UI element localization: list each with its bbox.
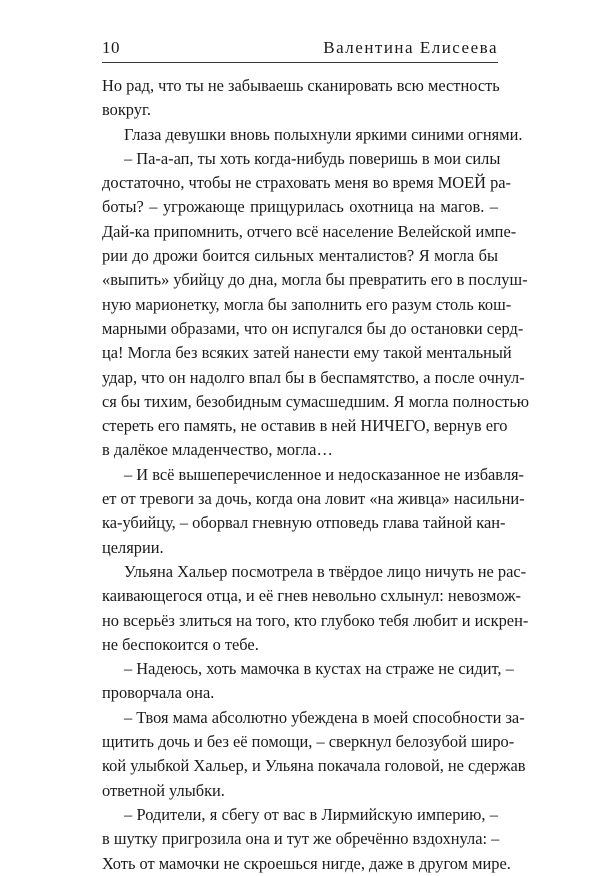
text-line-content: вокруг. — [102, 100, 151, 120]
text-line — [102, 244, 498, 268]
text-line-content: ответной улыбки. — [102, 780, 225, 800]
text-line-content: Хоть от мамочки не скроешься нигде, даже в другом мире. — [102, 853, 511, 873]
text-line — [102, 98, 498, 122]
text-line-content: целярии. — [102, 537, 164, 557]
text-line-content: Дай-ка припомнить, отчего всё население Велейской импе- — [102, 221, 517, 241]
text-line-content: марными образами, что он испугался бы до остановки серд- — [102, 318, 524, 338]
text-line-content: Ульяна Хальер посмотрела в твёрдое лицо ничуть не рас- — [124, 561, 527, 581]
text-line — [102, 220, 517, 244]
text-line — [102, 487, 525, 511]
text-line — [102, 195, 498, 219]
text-line-content: – Родители, я сбегу от вас в Лирмийскую империю, – — [124, 804, 498, 824]
text-line — [102, 366, 525, 390]
text-line-content: кой улыбкой Хальер, и Ульяна покачала головой, не сдержав — [102, 756, 526, 776]
text-line — [102, 74, 498, 98]
text-line-content: – Твоя мама абсолютно убеждена в моей способности за- — [124, 707, 525, 727]
text-line-content: рии до дрожи боится сильных менталистов? Я могла бы — [102, 246, 498, 266]
text-line — [102, 633, 498, 657]
text-line — [102, 268, 528, 292]
text-line-content: ет от тревоги за дочь, когда она ловит «на живца» насильни- — [102, 489, 525, 509]
text-line — [102, 609, 529, 633]
text-line-content: ную марионетку, могла бы заполнить его разум столь кош- — [102, 294, 512, 314]
text-line-content: удар, что он надолго впал бы в беспамятство, а после очнул- — [102, 367, 525, 387]
text-line-content: ка-убийцу, – оборвал гневную отповедь глава тайной кан- — [102, 513, 506, 533]
text-line — [102, 463, 525, 487]
text-line — [102, 123, 523, 147]
text-line-content: в шутку пригрозила она и тут же обречённо вздохнула: – — [102, 829, 500, 849]
text-line — [102, 657, 514, 681]
text-line-content: – Па-а-ап, ты хоть когда-нибудь поверишь в мои силы — [124, 148, 501, 168]
text-line — [102, 511, 506, 535]
text-line-content: стереть его память, не оставив в ней НИЧЕГО, вернув его — [102, 416, 508, 436]
text-line — [102, 852, 511, 876]
text-line — [102, 341, 512, 365]
text-line — [102, 147, 501, 171]
text-line-content: «выпить» убийцу до дна, могла бы превратить его в послуш- — [102, 270, 528, 290]
text-line-content: проворчала она. — [102, 683, 215, 703]
text-line — [102, 754, 526, 778]
text-line-content: – Надеюсь, хоть мамочка в кустах на страже не сидит, – — [124, 659, 514, 679]
body-text — [102, 74, 530, 876]
text-line — [102, 390, 530, 414]
text-line-content: но всерьёз злиться на того, кто глубоко тебя любит и искрен- — [102, 610, 529, 630]
text-line-content: ся бы тихим, безобидным сумасшедшим. Я могла полностью — [102, 391, 530, 411]
text-line-content: боты? – угрожающе прищурилась охотница на магов. – — [102, 197, 498, 217]
text-line — [102, 293, 512, 317]
text-line — [102, 706, 525, 730]
text-line — [102, 730, 515, 754]
text-line — [102, 438, 498, 462]
text-line-content: щитить дочь и без её помощи, – сверкнул белозубой широ- — [102, 732, 515, 752]
text-line — [102, 171, 511, 195]
text-line — [102, 803, 498, 827]
text-line — [102, 681, 498, 705]
text-line — [102, 536, 498, 560]
page-header — [102, 36, 498, 63]
text-line — [102, 584, 521, 608]
text-line — [102, 560, 527, 584]
text-line-content: Глаза девушки вновь полыхнули яркими синими огнями. — [124, 124, 523, 144]
text-line — [102, 414, 508, 438]
text-line-content: ца! Могла без всяких затей нанести ему такой ментальный — [102, 343, 512, 363]
text-line — [102, 317, 524, 341]
text-line — [102, 779, 498, 803]
text-line-content: – И всё вышеперечисленное и недосказанное не избавля- — [124, 464, 525, 484]
text-line — [102, 827, 498, 851]
running-head-author: Валентина Елисеева — [323, 38, 498, 57]
text-line-content: Но рад, что ты не забываешь сканировать всю местность — [102, 76, 500, 95]
text-line-content: не беспокоится о тебе. — [102, 634, 259, 654]
page-number: 10 — [102, 38, 120, 57]
text-line-content: достаточно, чтобы не страховать меня во время МОЕЙ ра- — [102, 173, 511, 193]
text-line-content: в далёкое младенчество, могла… — [102, 440, 333, 460]
text-line-content: каивающегося отца, и её гнев невольно схлынул: невозмож- — [102, 586, 521, 606]
